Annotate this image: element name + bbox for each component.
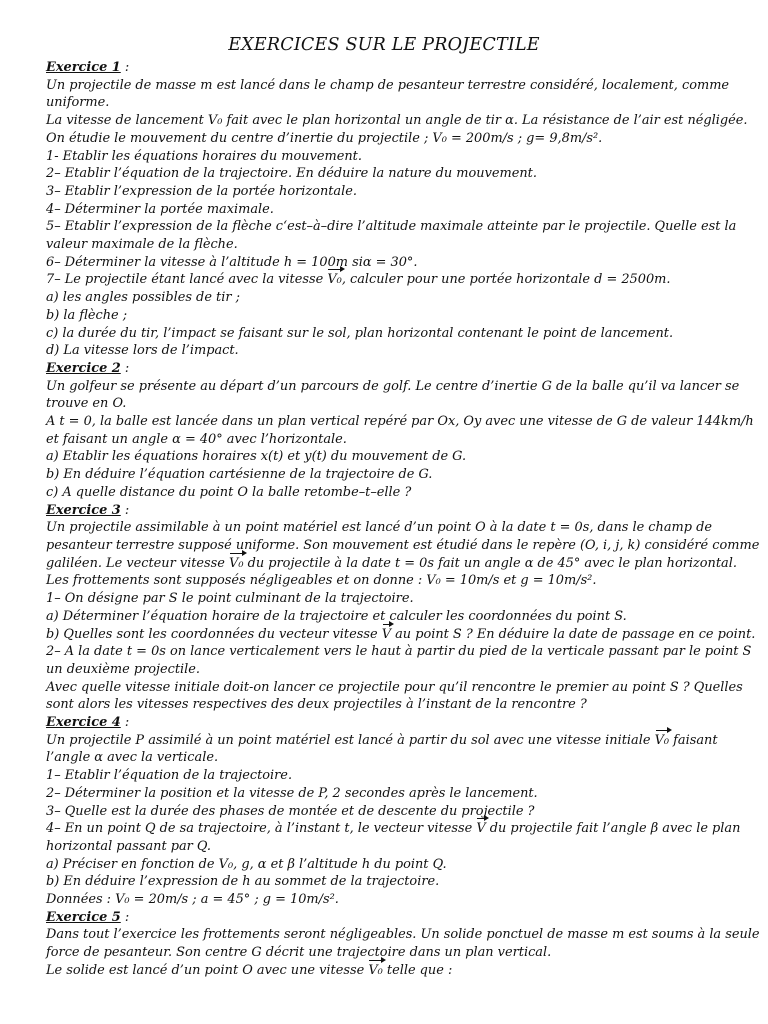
exercise-text-line: a) Déterminer l’équation horaire de la trajectoire et calculer les coordonnées du point S. (46, 608, 627, 624)
exercise-heading-text: Exercice 5 (46, 909, 121, 925)
exercise-heading: Exercice 2 : (46, 360, 130, 376)
exercise-text-line: 3– Quelle est la durée des phases de montée et de descente du projectile ? (46, 803, 535, 819)
exercise-text-line: 1– On désigne par S le point culminant de la trajectoire. (46, 591, 414, 607)
document-body (46, 59, 760, 980)
exercise-text-line: Un projectile de masse m est lancé dans le champ de pesanteur terrestre considéré, localement, comme (46, 77, 730, 93)
exercise-heading-text: Exercice 4 (46, 715, 121, 731)
exercise-text-line: Les frottements sont supposés négligeables et on donne : V₀ = 10m/s et g = 10m/s². (46, 573, 597, 589)
exercise-text-line: galiléen. Le vecteur vitesse V₀ du projectile à la date t = 0s fait un angle α de 45° avec le plan horizontal. (46, 555, 737, 571)
exercise-text-line: a) les angles possibles de tir ; (46, 290, 240, 306)
exercise-heading-text: Exercice 2 (46, 360, 121, 376)
exercise-text-line: b) Quelles sont les coordonnées du vecteur vitesse V au point S ? En déduire la date de passage en ce point. (46, 626, 756, 642)
exercise-text-line: b) En déduire l’expression de h au sommet de la trajectoire. (46, 874, 440, 890)
exercise-text-line: La vitesse de lancement V₀ fait avec le plan horizontal un angle de tir α. La résistance de l’air est négligée. (46, 113, 748, 129)
exercise-5 (46, 909, 760, 980)
exercise-text-line: 2– Déterminer la position et la vitesse de P, 2 secondes après le lancement. (46, 785, 538, 801)
exercise-text-line: Un projectile P assimilé à un point matériel est lancé à partir du sol avec une vitesse initiale V₀ faisant (46, 732, 718, 748)
exercise-text-line: d) La vitesse lors de l’impact. (46, 343, 239, 359)
exercise-text-line: A t = 0, la balle est lancée dans un plan vertical repéré par Ox, Oy avec une vitesse de G de valeur 144km/h (46, 414, 754, 430)
exercise-text-line: 6– Déterminer la vitesse à l’altitude h = 100m siα = 30°. (46, 254, 418, 270)
exercise-text-line: Un projectile assimilable à un point matériel est lancé d’un point O à la date t = 0s, dans le champ de (46, 520, 712, 536)
exercise-text-line: et faisant un angle α = 40° avec l’horizontale. (46, 431, 347, 447)
exercise-text-line: b) En déduire l’équation cartésienne de la trajectoire de G. (46, 467, 433, 483)
exercise-text-line: 1- Etablir les équations horaires du mouvement. (46, 148, 362, 164)
exercise-text-line: 4– Déterminer la portée maximale. (46, 201, 274, 217)
exercise-text-line: 2– A la date t = 0s on lance verticalement vers le haut à partir du pied de la verticale passant par le point S (46, 644, 752, 660)
exercise-text-line: 7– Le projectile étant lancé avec la vitesse V₀, calculer pour une portée horizontale d = 2500m. (46, 272, 671, 288)
exercise-text-line: b) la flèche ; (46, 307, 128, 323)
exercise-text-line: un deuxième projectile. (46, 661, 201, 677)
exercise-text-line: a) Préciser en fonction de V₀, g, α et β l’altitude h du point Q. (46, 856, 447, 872)
exercise-text-line: sont alors les vitesses respectives des deux projectiles à l’instant de la rencontre ? (46, 697, 587, 713)
exercise-text-line: Le solide est lancé d’un point O avec une vitesse V₀ telle que : (46, 962, 453, 978)
exercise-heading: Exercice 4 : (46, 715, 130, 731)
exercise-text-line: force de pesanteur. Son centre G décrit une trajectoire dans un plan vertical. (46, 945, 552, 961)
vector-symbol: V₀ (327, 272, 342, 288)
exercise-text-line: pesanteur terrestre supposé uniforme. Son mouvement est étudié dans le repère (O, i, j, k) considéré comme (46, 537, 760, 553)
exercise-1 (46, 59, 748, 360)
exercise-text-line: trouve en O. (46, 396, 127, 412)
exercise-heading: Exercice 3 : (46, 502, 130, 518)
exercise-3 (46, 502, 760, 714)
exercise-text-line: valeur maximale de la flèche. (46, 237, 238, 253)
exercise-text-line: horizontal passant par Q. (46, 838, 211, 854)
exercise-text-line: c) A quelle distance du point O la balle retombe–t–elle ? (46, 484, 412, 500)
exercise-text-line: Avec quelle vitesse initiale doit-on lancer ce projectile pour qu’il rencontre le premier au point S ? Quelles (46, 679, 743, 695)
exercise-text-line: c) la durée du tir, l’impact se faisant sur le sol, plan horizontal contenant le point de lancement. (46, 325, 674, 341)
exercise-2 (46, 360, 754, 502)
exercise-text-line: l’angle α avec la verticale. (46, 750, 219, 766)
exercise-text-line: On étudie le mouvement du centre d’inertie du projectile ; V₀ = 200m/s ; g= 9,8m/s². (46, 130, 603, 146)
vector-symbol: V₀ (229, 555, 244, 571)
exercise-text-line: uniforme. (46, 95, 110, 111)
exercise-text-line: Dans tout l’exercice les frottements seront négligeables. Un solide ponctuel de masse m est soums à la seule (46, 927, 760, 943)
exercise-text-line: 2– Etablir l’équation de la trajectoire. En déduire la nature du mouvement. (46, 166, 537, 182)
exercise-text-line: a) Etablir les équations horaires x(t) et y(t) du mouvement de G. (46, 449, 467, 465)
exercise-text-line: Un golfeur se présente au départ d’un parcours de golf. Le centre d’inertie G de la balle qu’il va lancer se (46, 378, 740, 394)
exercise-heading-text: Exercice 3 (46, 502, 121, 518)
exercise-4 (46, 714, 741, 909)
exercise-text-line: Données : V₀ = 20m/s ; a = 45° ; g = 10m/s². (46, 892, 339, 908)
vector-symbol: V (381, 626, 392, 642)
exercise-text-line: 3– Etablir l’expression de la portée horizontale. (46, 183, 357, 199)
vector-symbol: V₀ (654, 732, 670, 748)
page-title: EXERCICES SUR LE PROJECTILE (228, 35, 540, 55)
vector-symbol: V (476, 821, 486, 837)
exercise-heading-text: Exercice 1 (46, 60, 121, 75)
exercise-text-line: 4– En un point Q de sa trajectoire, à l’instant t, le vecteur vitesse V du projectile fait l’angle β avec le plan (46, 821, 741, 837)
exercise-heading: Exercice 1 : (46, 60, 130, 75)
exercise-text-line: 5– Etablir l’expression de la flèche c‘est–à–dire l’altitude maximale atteinte par le projectile. Quelle est la (46, 219, 737, 235)
exercise-heading: Exercice 5 : (46, 909, 130, 925)
vector-symbol: V₀ (368, 962, 383, 978)
exercise-text-line: 1– Etablir l’équation de la trajectoire. (46, 768, 293, 784)
